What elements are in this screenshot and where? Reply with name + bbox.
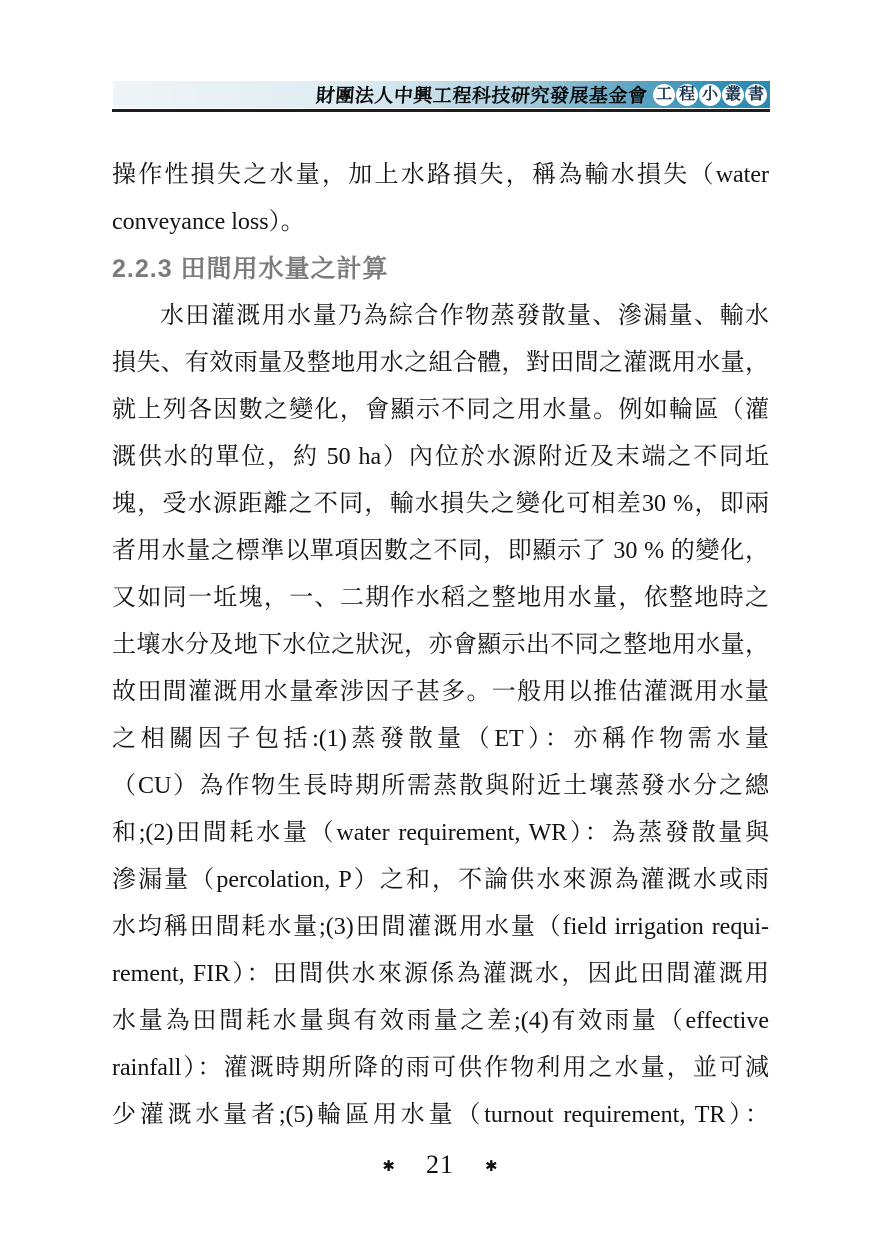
body-text-line: 和;(2)田間耗水量（water requirement, WR）：為蒸發散量與 [112, 820, 769, 846]
body-text-line: 塊，受水源距離之不同，輸水損失之變化可相差30 %，即兩 [112, 491, 769, 517]
body-text-line: 水量為田間耗水量與有效雨量之差;(4)有效雨量（effective [112, 1008, 769, 1034]
body-text-line: 者用水量之標準以單項因數之不同，即顯示了 30 % 的變化， [112, 538, 769, 564]
body-text-line: 水均稱田間耗水量;(3)田間灌溉用水量（field irrigation requi- [112, 914, 769, 940]
body-text-line: rainfall）：灌溉時期所降的雨可供作物利用之水量，並可減 [112, 1055, 769, 1081]
body-text-line: 溉供水的單位，約 50 ha）內位於水源附近及末端之不同坵 [112, 444, 769, 470]
badge-circle: 書 [745, 84, 767, 106]
body-text-line: 滲漏量（percolation, P）之和，不論供水來源為灌溉水或雨 [112, 867, 769, 893]
body-text-line: conveyance loss）。 [112, 209, 305, 235]
header-org-title: 財團法人中興工程科技研究發展基金會 [315, 86, 649, 107]
header-band [113, 81, 770, 108]
body-text-line: 操作性損失之水量，加上水路損失，稱為輸水損失（water [112, 162, 769, 188]
body-text-line: 水田灌溉用水量乃為綜合作物蒸發散量、滲漏量、輸水 [160, 303, 769, 329]
page-footer [0, 1150, 880, 1190]
body-text-line: 少灌溉水量者;(5)輪區用水量（turnout requirement, TR）： [112, 1102, 769, 1128]
body-text-line: 土壤水分及地下水位之狀況，亦會顯示出不同之整地用水量， [112, 632, 769, 658]
body-text-line: （CU）為作物生長時期所需蒸散與附近土壤蒸發水分之總 [112, 773, 769, 799]
body-text [112, 152, 769, 1139]
footer-ornament-icon: ✱ [485, 1159, 498, 1175]
body-text-line: 就上列各因數之變化，會顯示不同之用水量。例如輪區（灌 [112, 397, 769, 423]
header-rule [112, 109, 770, 112]
body-text-line: 又如同一坵塊，一、二期作水稻之整地用水量，依整地時之 [112, 585, 769, 611]
header-badge-group [653, 84, 767, 106]
footer-ornament-icon: ✱ [382, 1159, 395, 1175]
badge-circle: 叢 [722, 84, 744, 106]
body-text-line: rement, FIR）：田間供水來源係為灌溉水，因此田間灌溉用 [112, 961, 769, 987]
page-number: 21 [426, 1150, 454, 1179]
section-heading: 2.2.3 田間用水量之計算 [112, 255, 389, 283]
body-text-line: 故田間灌溉用水量牽涉因子甚多。一般用以推估灌溉用水量 [112, 679, 769, 705]
body-text-line: 之相關因子包括:(1)蒸發散量（ET）：亦稱作物需水量 [112, 726, 769, 752]
badge-circle: 工 [653, 84, 675, 106]
badge-circle: 程 [676, 84, 698, 106]
body-text-line: 損失、有效雨量及整地用水之組合體，對田間之灌溉用水量， [112, 350, 769, 376]
badge-circle: 小 [699, 84, 721, 106]
